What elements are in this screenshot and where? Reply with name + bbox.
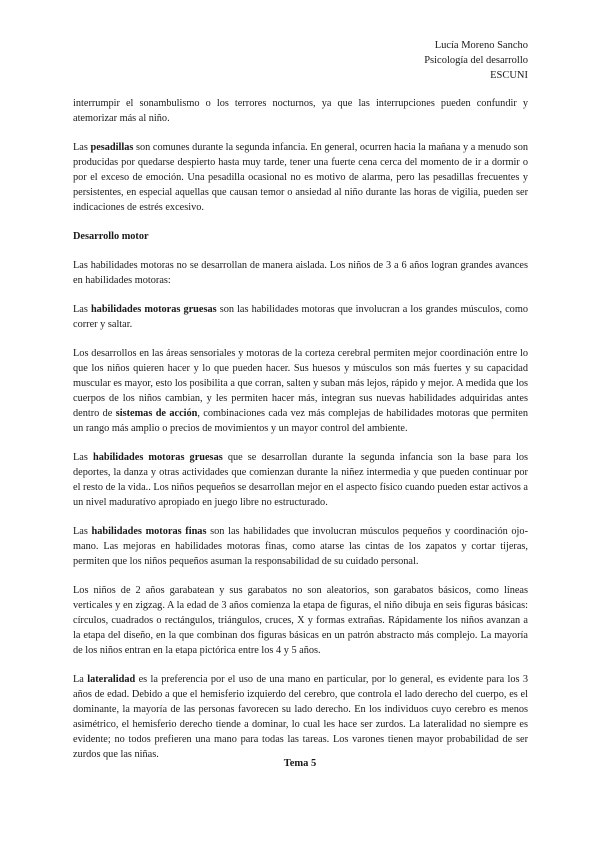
bold-term: lateralidad: [87, 674, 136, 685]
paragraph: [73, 346, 528, 436]
paragraph: [73, 140, 528, 215]
paragraph: Las habilidades motoras no se desarrollan de manera aislada. Los niños de 3 a 6 años logran grandes avances en habilidades motoras:: [73, 260, 528, 286]
subject-name: Psicología del desarrollo: [424, 55, 528, 66]
school-name: ESCUNI: [490, 70, 528, 81]
bold-term: habilidades motoras gruesas: [92, 452, 223, 463]
paragraph: [73, 672, 528, 762]
text-run: son las habilidades que involucran músculos pequeños y coordinación ojo-mano. Las mejoras en habilidades motoras finas, como atarse las cintas de los zapatos y cortar tijeras, permiten que los niños pequeños asuman la responsabilidad de su cuidado personal.: [73, 526, 528, 567]
text-run: que se desarrollan durante la segunda infancia son la base para los deportes, la danza y otras actividades que comienzan durante la niñez intermedia y que pueden continuar por el resto de la vida.. Los niños pequeños se desarrollan mejor en el aspecto físico cuando pueden estar activos a un nivel maduratívo apropiado en juego libre no estructurado.: [73, 452, 528, 508]
text-run: Las: [73, 526, 92, 537]
page-footer: [0, 758, 600, 769]
paragraph: [73, 524, 528, 569]
text-run: Las: [73, 452, 93, 463]
page-header: [424, 38, 528, 83]
text-run: Las: [73, 142, 91, 153]
paragraph: interrumpir el sonambulismo o los terrores nocturnos, ya que las interrupciones pueden confundir y atemorizar más al niño.: [73, 98, 528, 124]
text-run: Los desarrollos en las áreas sensoriales y motoras de la corteza cerebral permiten mejor coordinación entre lo que los niños quieren hacer y lo que pueden hacer. Sus huesos y músculos son más fuertes y su capacidad muscular es mayor, esto los posibilita a que corran, salten y suban más lejos, rápido y mejor. A medida que los cuerpos de los niños cambian, y les permiten hacer más, integran sus nuevas habilidades adquiridas antes dentro de: [73, 348, 528, 419]
bold-term: pesadillas: [90, 142, 134, 153]
text-run: , combinaciones cada vez más complejas de habilidades motoras que permiten un rango más amplio o precios de movimientos y un mayor control del ambiente.: [73, 408, 528, 434]
text-run: Las: [73, 304, 91, 315]
author-name: Lucía Moreno Sancho: [434, 40, 528, 51]
bold-term: sistemas de acción: [115, 408, 198, 419]
paragraph: Los niños de 2 años garabatean y sus garabatos no son aleatorios, son garabatos básicos, como líneas verticales y en zigzag. A la edad de 3 años comienza la etapa de figuras, el niño dibuja en seis figuras básicas: círculos, cuadrados o rectángulos, triángulos, cruces, X y formas extrañas. Rápidamente los niños avanzan a la etapa del diseño, en la que combinan dos figuras básicas en un patrón abstracto más complejo. La mayoría de los niños entran en la etapa pictórica entre los 4 y 5 años.: [73, 585, 528, 656]
text-run: son comunes durante la segunda infancia. En general, ocurren hacia la mañana y a menudo son producidas por quedarse despierto hasta muy tarde, tener una fuerte cena cerca del momento de ir a dormir o por el exceso de emoción. Una pesadilla ocasional no es motivo de alarma, pero las pesadillas frecuentes y persistentes, en especial aquellas que causan temor o ansiedad al niño durante las horas de vigilia, pueden ser indicaciones de estrés excesivo.: [73, 142, 528, 213]
bold-term: habilidades motoras finas: [91, 526, 207, 537]
text-run: son las habilidades motoras que involucran a los grandes músculos, como correr y saltar.: [73, 304, 528, 330]
bold-term: habilidades motoras gruesas: [90, 304, 217, 315]
section-heading: Desarrollo motor: [73, 231, 149, 242]
document-body: [73, 96, 528, 776]
topic-label: Tema 5: [283, 758, 317, 769]
paragraph: [73, 450, 528, 510]
paragraph: [73, 302, 528, 332]
text-run: es la preferencia por el uso de una mano en particular, por lo general, es evidente para los 3 años de edad. Debido a que el hemisferio izquierdo del cerebro, que controla el lado derecho del cuerpo, es el dominante, la mayoría de las personas favorecen su lado derecho. En los individuos cuyo cerebro es menos asimétrico, el hemisferio derecho tiende a dominar, lo cual les hace ser zurdos. La lateralidad no siempre es evidente; no todos prefieren una mano para todas las tareas. Los varones tienen mayor probabilidad de ser zurdos que las niñas.: [73, 674, 529, 760]
text-run: La: [73, 674, 88, 685]
